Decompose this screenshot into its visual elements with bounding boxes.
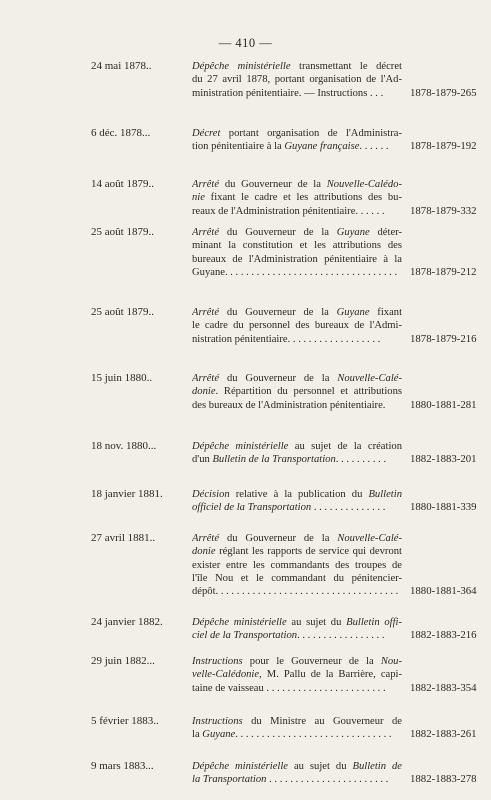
entry-reference: 1878-1879-212 bbox=[410, 265, 477, 278]
entry-date: 14 août 1879.. bbox=[91, 178, 154, 190]
page-number: — 410 — bbox=[218, 36, 273, 50]
entry-description bbox=[192, 488, 402, 515]
entry-description bbox=[192, 226, 402, 279]
entry-line: nie fixant le cadre et les attributions des bu- bbox=[192, 192, 402, 204]
entry-line: Guyane. . . . . . . . . . . . . . . . . . . . . . . . . . . . . . . . . bbox=[192, 266, 398, 278]
entry-description bbox=[192, 306, 402, 346]
entry-line: la Guyane. . . . . . . . . . . . . . . . . . . . . . . . . . . . . . bbox=[192, 729, 392, 741]
entry-line: tion pénitentiaire à la Guyane française. . . . . . bbox=[192, 141, 389, 153]
entry-line: minant la constitution et les attributions des bbox=[192, 240, 402, 252]
entry-date: 25 août 1879.. bbox=[91, 226, 154, 238]
entry-description bbox=[192, 440, 402, 467]
entry-date: 18 janvier 1881. bbox=[91, 488, 163, 500]
entry-description bbox=[192, 760, 402, 787]
entry-description bbox=[192, 715, 402, 742]
entry-reference: 1882-1883-216 bbox=[410, 629, 477, 642]
entry-description bbox=[192, 127, 402, 154]
entry-date: 24 mai 1878.. bbox=[91, 60, 152, 72]
entry-line: velle-Calédonie, M. Pallu de la Barrière, capi- bbox=[192, 669, 402, 681]
entry-reference: 1882-1883-278 bbox=[410, 773, 477, 786]
entry-description bbox=[192, 372, 402, 412]
entry-line: le cadre du personnel des bureaux de l'Admi- bbox=[192, 320, 402, 332]
entry-line: des bureaux de l'Administration pénitentiaire. bbox=[192, 399, 386, 411]
entry-line: Dépêche ministérielle au sujet de la création bbox=[192, 441, 402, 452]
entry-line: Arrêté du Gouverneur de la Guyane fixant bbox=[192, 307, 402, 318]
entry-date: 27 avril 1881.. bbox=[91, 532, 156, 544]
entry-line: Dépêche ministérielle transmettant le décret bbox=[192, 61, 402, 72]
entry-date: 6 déc. 1878... bbox=[91, 127, 151, 139]
entry-line: donie réglant les rapports de service qui devront bbox=[192, 546, 402, 558]
entry-line: ciel de la Transportation. . . . . . . . . . . . . . . . . bbox=[192, 630, 385, 642]
entry-description bbox=[192, 178, 402, 218]
entry-reference: 1882-1883-261 bbox=[410, 728, 477, 741]
entry-date: 24 janvier 1882. bbox=[91, 616, 163, 628]
entry-line: dépôt. . . . . . . . . . . . . . . . . . . . . . . . . . . . . . . . . . . bbox=[192, 586, 399, 598]
entry-line: Instructions pour le Gouverneur de la Nou- bbox=[192, 656, 402, 667]
entry-line: taine de vaisseau . . . . . . . . . . . . . . . . . . . . . . . bbox=[192, 682, 386, 694]
entry-line: l'île Nou et le commandant du pénitencier- bbox=[192, 572, 402, 584]
entry-line: Instructions du Ministre au Gouverneur de bbox=[192, 716, 402, 727]
entry-date: 9 mars 1883... bbox=[91, 760, 154, 772]
entry-line: du 27 avril 1878, portant organisation de l'Ad- bbox=[192, 74, 402, 86]
entry-reference: 1882-1883-201 bbox=[410, 453, 477, 466]
entry-reference: 1880-1881-364 bbox=[410, 585, 477, 598]
entry-line: Arrêté du Gouverneur de la Nouvelle-Calé- bbox=[192, 533, 402, 544]
entry-date: 29 juin 1882... bbox=[91, 655, 155, 667]
entry-line: Arrêté du Gouverneur de la Guyane déter- bbox=[192, 227, 402, 238]
entry-line: bureaux de l'Administration pénitentiaire à la bbox=[192, 253, 402, 265]
entry-reference: 1882-1883-354 bbox=[410, 681, 477, 694]
entry-line: nistration pénitentiaire. . . . . . . . . . . . . . . . . . bbox=[192, 333, 381, 345]
entry-line: donie. Répartition du personnel et attributions bbox=[192, 386, 402, 398]
entry-line: la Transportation . . . . . . . . . . . . . . . . . . . . . . . bbox=[192, 774, 389, 786]
entry-line: Arrêté du Gouverneur de la Nouvelle-Calédo- bbox=[192, 179, 402, 190]
entry-reference: 1878-1879-332 bbox=[410, 204, 477, 217]
entry-reference: 1878-1879-192 bbox=[410, 140, 477, 153]
entry-description bbox=[192, 655, 402, 695]
entry-description bbox=[192, 532, 402, 598]
entry-reference: 1878-1879-265 bbox=[410, 86, 477, 99]
entry-description bbox=[192, 616, 402, 643]
entry-reference: 1880-1881-281 bbox=[410, 398, 477, 411]
entry-reference: 1878-1879-216 bbox=[410, 332, 477, 345]
entry-description bbox=[192, 60, 402, 100]
entry-date: 5 février 1883.. bbox=[91, 715, 159, 727]
entry-date: 15 juin 1880.. bbox=[91, 372, 153, 384]
entry-line: ministration pénitentiaire. — Instructions . . . bbox=[192, 87, 384, 99]
entry-line: officiel de la Transportation . . . . . . . . . . . . . . bbox=[192, 502, 386, 514]
entry-line: Décision relative à la publication du Bulletin bbox=[192, 489, 402, 500]
entry-line: exister entre les commandants des troupes de bbox=[192, 559, 402, 571]
entry-line: Décret portant organisation de l'Administra- bbox=[192, 128, 402, 139]
entry-date: 18 nov. 1880... bbox=[91, 440, 157, 452]
entry-line: d'un Bulletin de la Transportation. . . . . . . . . . bbox=[192, 454, 387, 466]
entry-date: 25 août 1879.. bbox=[91, 306, 154, 318]
entry-reference: 1880-1881-339 bbox=[410, 501, 477, 514]
entry-line: Dépêche ministérielle au sujet du Bulletin offi- bbox=[192, 617, 402, 628]
entry-line: reaux de l'Administration pénitentiaire. . . . . . bbox=[192, 205, 385, 217]
entry-line: Arrêté du Gouverneur de la Nouvelle-Calé- bbox=[192, 373, 402, 384]
entry-line: Dépêche ministérielle au sujet du Bulletin de bbox=[192, 761, 402, 772]
